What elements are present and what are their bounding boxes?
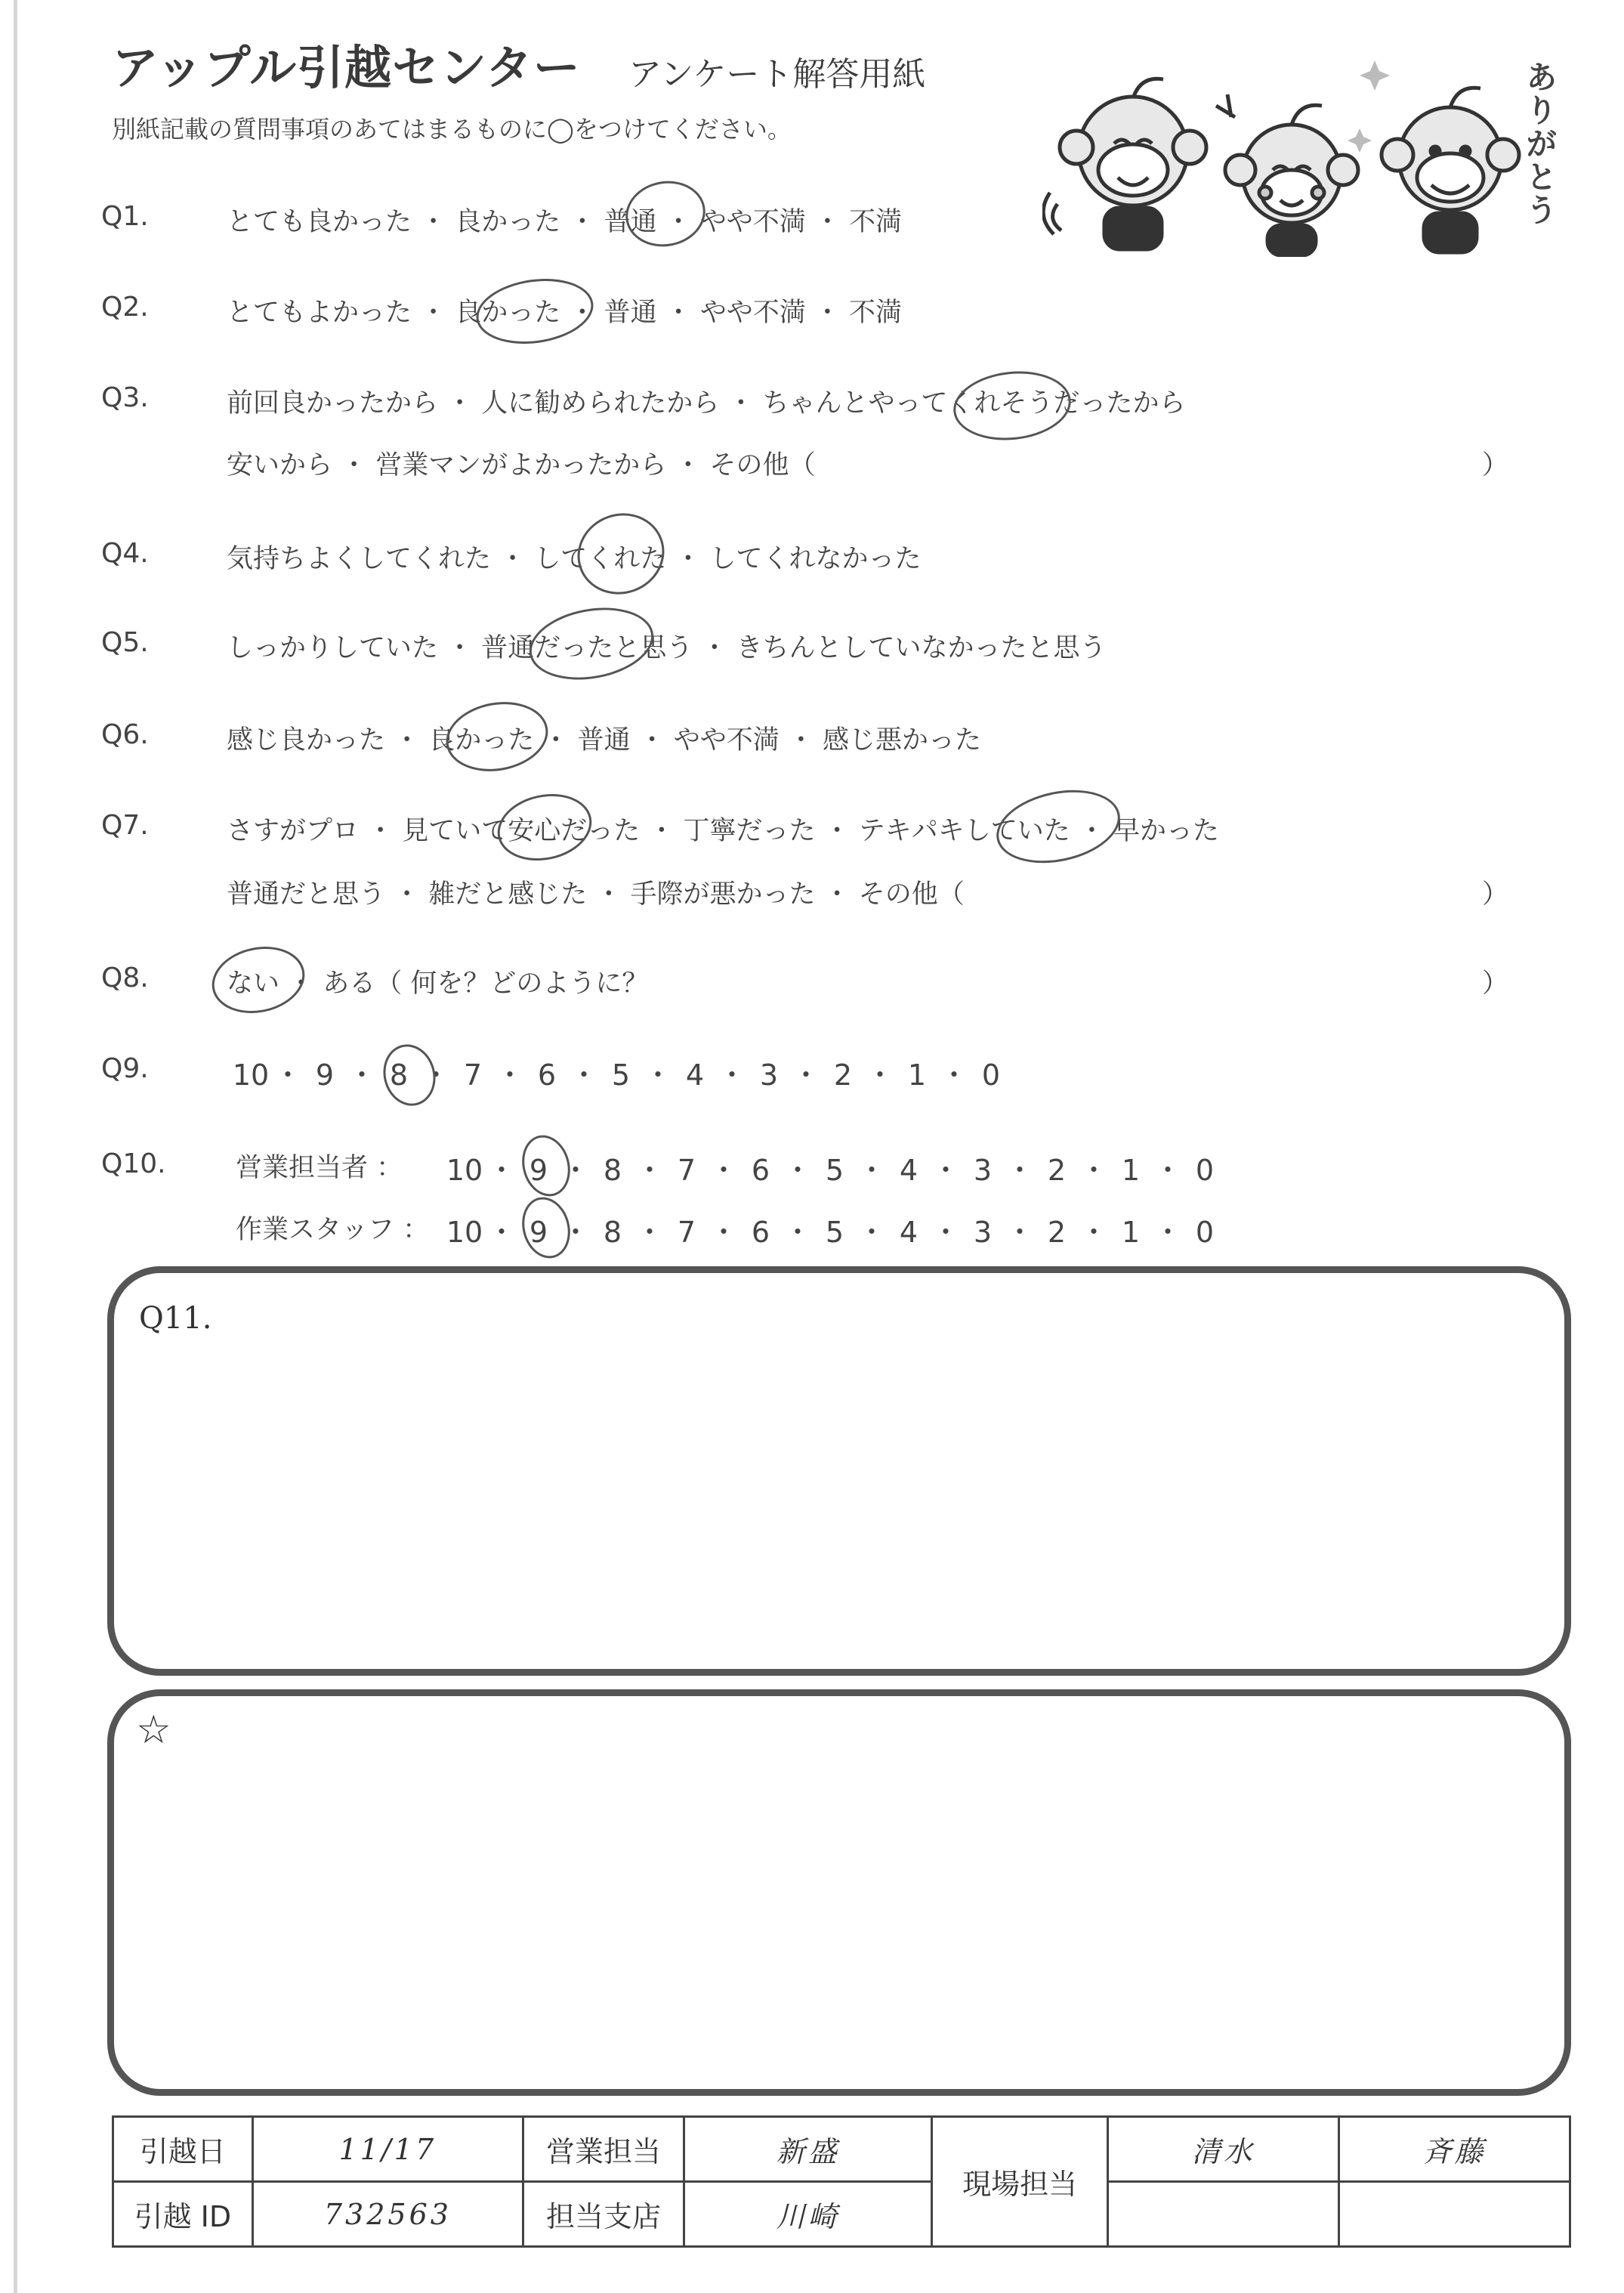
scale-value-9[interactable]: 9 xyxy=(529,1216,548,1249)
scale-value-1[interactable]: 1 xyxy=(1121,1154,1141,1187)
q11-comment-box xyxy=(107,1266,1571,1676)
q1-answer-circle xyxy=(620,175,710,252)
scale-separator: ・ xyxy=(487,1154,517,1187)
brand-name: アップル引越センター xyxy=(112,40,581,95)
q3-answer-circle xyxy=(950,366,1075,446)
site-rep-4-empty xyxy=(1339,2182,1570,2247)
scale-separator: ・ xyxy=(1079,1216,1109,1249)
q3-options-line1: 前回良かったから ・ 人に勧められたから ・ ちゃんとやってくれそうだったから xyxy=(227,388,1186,419)
scale-value-3[interactable]: 3 xyxy=(973,1216,993,1249)
scale-separator: ・ xyxy=(709,1216,739,1249)
site-rep-2-value: 斉藤 xyxy=(1339,2117,1570,2182)
q10-sales-label: 営業担当者 ： xyxy=(236,1153,403,1183)
q10-staff-label: 作業スタッフ ： xyxy=(236,1215,430,1245)
scale-value-10[interactable]: 10 xyxy=(232,1058,270,1092)
branch-value: 川崎 xyxy=(684,2182,932,2247)
scale-separator: ・ xyxy=(783,1154,813,1187)
scale-value-4[interactable]: 4 xyxy=(899,1216,919,1249)
q4-answer-circle xyxy=(566,501,675,606)
q7-answer-circle-1 xyxy=(491,786,597,869)
scale-separator: ・ xyxy=(709,1154,739,1187)
q4-number: Q4. xyxy=(101,538,149,569)
scale-value-5[interactable]: 5 xyxy=(825,1216,844,1249)
scale-value-0[interactable]: 0 xyxy=(1195,1154,1215,1187)
scan-edge xyxy=(14,0,17,2293)
scale-value-3[interactable]: 3 xyxy=(759,1058,779,1092)
move-id-label: 引越 ID xyxy=(113,2182,253,2247)
form-title: アンケート解答用紙 xyxy=(628,55,926,94)
scale-separator: ・ xyxy=(273,1058,303,1092)
scale-value-10[interactable]: 10 xyxy=(446,1216,483,1249)
scale-separator: ・ xyxy=(1005,1216,1035,1249)
scale-value-5[interactable]: 5 xyxy=(611,1058,631,1092)
scale-value-1[interactable]: 1 xyxy=(1121,1216,1141,1249)
scale-value-2[interactable]: 2 xyxy=(1047,1154,1067,1187)
sales-rep-label: 営業担当 xyxy=(523,2117,684,2182)
scale-value-6[interactable]: 6 xyxy=(751,1154,770,1187)
move-info-table xyxy=(112,2115,1571,2248)
scale-separator: ・ xyxy=(496,1058,525,1092)
scale-value-4[interactable]: 4 xyxy=(685,1058,705,1092)
q7-options-line2: 普通だと思う ・ 雑だと感じた ・ 手際が悪かった ・ その他（ xyxy=(227,879,965,910)
q10-sales-answer-circle xyxy=(515,1130,576,1201)
q8-number: Q8. xyxy=(101,963,149,994)
scale-separator: ・ xyxy=(635,1154,665,1187)
scale-separator: ・ xyxy=(857,1216,887,1249)
q5-number: Q5. xyxy=(101,627,149,658)
q9-answer-circle xyxy=(377,1039,443,1112)
scale-separator: ・ xyxy=(1079,1154,1109,1187)
site-rep-label: 現場担当 xyxy=(932,2117,1108,2247)
scale-separator: ・ xyxy=(1153,1216,1183,1249)
site-rep-3-empty xyxy=(1108,2182,1339,2247)
q5-options: しっかりしていた ・ 普通だったと思う ・ きちんとしていなかったと思う xyxy=(227,633,1107,663)
q7-number: Q7. xyxy=(101,810,149,841)
scale-value-0[interactable]: 0 xyxy=(1195,1216,1215,1249)
q10-staff-answer-circle xyxy=(515,1191,576,1263)
star-comment-box xyxy=(107,1689,1571,2096)
q8-answer-circle xyxy=(205,938,310,1021)
scale-value-8[interactable]: 8 xyxy=(389,1058,409,1092)
q6-options: 感じ良かった ・ 良かった ・ 普通 ・ やや不満 ・ 感じ悪かった xyxy=(227,725,982,756)
scale-value-10[interactable]: 10 xyxy=(446,1154,483,1187)
scale-value-3[interactable]: 3 xyxy=(973,1154,993,1187)
q3-close-paren: ） xyxy=(1482,450,1509,481)
scale-value-7[interactable]: 7 xyxy=(463,1058,483,1092)
scale-value-5[interactable]: 5 xyxy=(825,1154,844,1187)
q11-label: Q11. xyxy=(139,1301,212,1336)
q9-rating-scale xyxy=(228,1052,1014,1093)
q1-options: とても良かった ・ 良かった ・ 普通 ・ やや不満 ・ 不満 xyxy=(227,207,903,237)
q7-answer-circle-2 xyxy=(990,780,1127,874)
scale-separator: ・ xyxy=(421,1058,451,1092)
scale-value-6[interactable]: 6 xyxy=(751,1216,770,1249)
q7-close-paren: ） xyxy=(1482,879,1509,910)
scale-value-8[interactable]: 8 xyxy=(603,1154,622,1187)
scale-separator: ・ xyxy=(347,1058,377,1092)
scale-value-7[interactable]: 7 xyxy=(677,1154,696,1187)
site-rep-1-value: 清水 xyxy=(1108,2117,1339,2182)
thanks-greeting: ありがとう xyxy=(1521,60,1558,227)
move-date-label: 引越日 xyxy=(113,2117,253,2182)
scale-separator: ・ xyxy=(866,1058,895,1092)
move-id-value: 732563 xyxy=(252,2182,523,2247)
sales-rep-value: 新盛 xyxy=(684,2117,932,2182)
instruction-text: 別紙記載の質問事項のあてはまるものに◯をつけてください。 xyxy=(112,115,792,144)
q6-answer-circle xyxy=(440,694,554,779)
scale-value-9[interactable]: 9 xyxy=(529,1154,548,1187)
scale-value-1[interactable]: 1 xyxy=(907,1058,927,1092)
scale-value-0[interactable]: 0 xyxy=(981,1058,1001,1092)
scale-separator: ・ xyxy=(1153,1154,1183,1187)
scale-separator: ・ xyxy=(783,1216,813,1249)
q1-number: Q1. xyxy=(101,201,149,232)
scale-separator: ・ xyxy=(487,1216,517,1249)
scale-separator: ・ xyxy=(718,1058,747,1092)
q4-options: 気持ちよくしてくれた ・ してくれた ・ してくれなかった xyxy=(227,544,922,574)
q6-number: Q6. xyxy=(101,719,149,750)
q5-answer-circle xyxy=(523,598,659,688)
q10-number: Q10. xyxy=(101,1148,166,1179)
monkey-mascots-illustration xyxy=(1042,45,1548,257)
star-label: ☆ xyxy=(136,1707,171,1753)
scale-separator: ・ xyxy=(940,1058,969,1092)
scale-separator: ・ xyxy=(570,1058,599,1092)
scale-separator: ・ xyxy=(931,1216,961,1249)
scale-separator: ・ xyxy=(561,1154,591,1187)
scale-value-7[interactable]: 7 xyxy=(677,1216,696,1249)
scale-separator: ・ xyxy=(635,1216,665,1249)
q8-options: ない ・ ある（ 何を？どのように？ xyxy=(227,969,649,999)
scale-separator: ・ xyxy=(792,1058,821,1092)
scale-value-2[interactable]: 2 xyxy=(1047,1216,1067,1249)
q2-answer-circle xyxy=(472,272,597,351)
scale-value-8[interactable]: 8 xyxy=(603,1216,622,1249)
q2-options: とてもよかった ・ 良かった ・ 普通 ・ やや不満 ・ 不満 xyxy=(227,298,903,328)
q9-number: Q9. xyxy=(101,1053,149,1084)
q8-close-paren: ） xyxy=(1482,969,1509,999)
move-date-value: 11/17 xyxy=(252,2117,523,2182)
scale-value-2[interactable]: 2 xyxy=(833,1058,853,1092)
q3-number: Q3. xyxy=(101,382,149,413)
branch-label: 担当支店 xyxy=(523,2182,684,2247)
scale-separator: ・ xyxy=(1005,1154,1035,1187)
scale-separator: ・ xyxy=(857,1154,887,1187)
scale-value-9[interactable]: 9 xyxy=(315,1058,335,1092)
scale-value-6[interactable]: 6 xyxy=(537,1058,557,1092)
scale-separator: ・ xyxy=(644,1058,673,1092)
q7-options-line1: さすがプロ ・ 見ていて安心だった ・ 丁寧だった ・ テキパキしていた ・ 早かった xyxy=(227,816,1220,846)
q3-options-line2: 安いから ・ 営業マンがよかったから ・ その他（ xyxy=(227,450,816,481)
scale-separator: ・ xyxy=(931,1154,961,1187)
scale-value-4[interactable]: 4 xyxy=(899,1154,919,1187)
scale-separator: ・ xyxy=(561,1216,591,1249)
q2-number: Q2. xyxy=(101,292,149,323)
